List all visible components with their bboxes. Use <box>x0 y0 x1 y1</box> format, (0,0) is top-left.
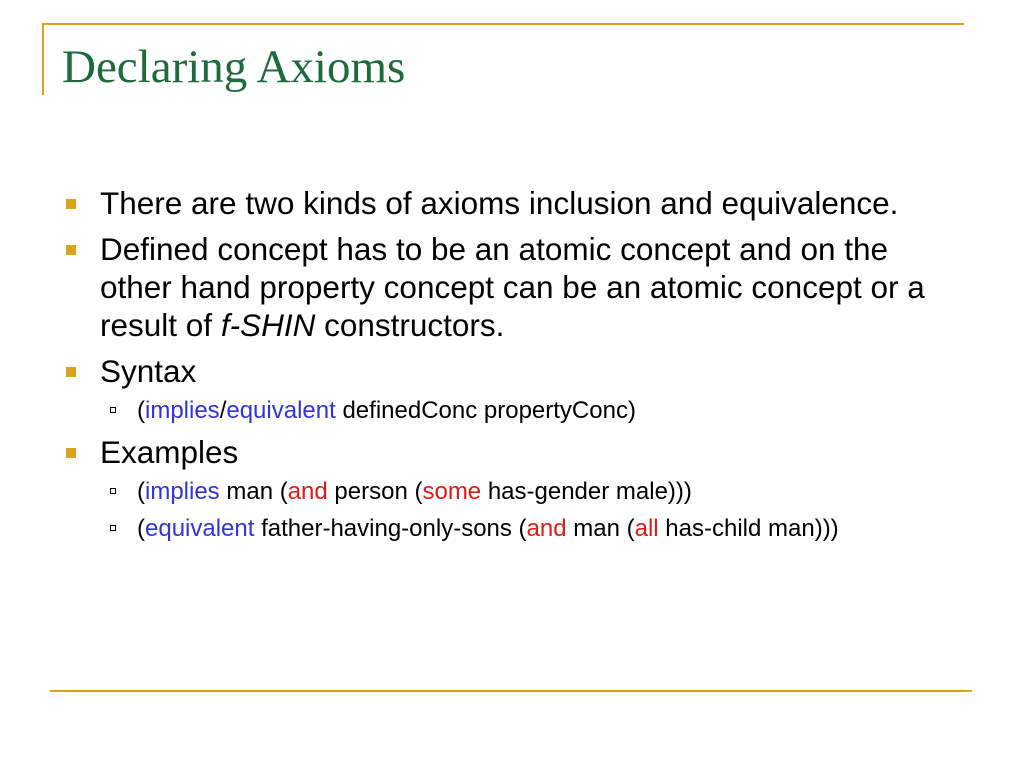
bullet-defined-concept <box>62 230 962 344</box>
frame-bottom-rule <box>50 690 972 692</box>
keyword-and: and <box>287 478 328 505</box>
bullet-text: Examples <box>100 434 239 470</box>
sub-bullet-syntax-form <box>100 396 962 425</box>
frame-left-rule <box>42 23 44 95</box>
example-text: has-child man))) <box>658 515 839 542</box>
example-text: man ( <box>566 515 635 542</box>
square-bullet-icon <box>66 367 76 377</box>
bullet-kinds-of-axioms <box>62 184 962 222</box>
bullet-text: Syntax <box>100 353 197 389</box>
keyword-and: and <box>526 515 567 542</box>
example-open-paren: ( <box>137 478 145 505</box>
syntax-rest: definedConc propertyConc) <box>335 397 636 424</box>
example-open-paren: ( <box>137 515 145 542</box>
example-text: person ( <box>327 478 423 505</box>
hollow-square-bullet-icon <box>110 525 116 531</box>
sub-bullet-example-1 <box>100 477 962 506</box>
keyword-implies: implies <box>145 397 220 424</box>
hollow-square-bullet-icon <box>110 407 116 413</box>
square-bullet-icon <box>66 448 76 458</box>
bullet-text-tail: constructors. <box>315 307 505 343</box>
example-text: father-having-only-sons ( <box>254 515 527 542</box>
syntax-separator: / <box>219 397 227 424</box>
keyword-equivalent: equivalent <box>145 515 255 542</box>
example-text: has-gender male))) <box>481 478 692 505</box>
bullet-text: Defined concept has to be an atomic concept and on the other hand property concept can be an atomic concept or a result of <box>100 231 925 343</box>
keyword-some: some <box>422 478 482 505</box>
hollow-square-bullet-icon <box>110 488 116 494</box>
bullet-italic-term: f-SHIN <box>220 307 316 343</box>
bullet-syntax <box>62 352 962 390</box>
sub-bullet-example-2 <box>100 514 962 543</box>
bullet-text: There are two kinds of axioms inclusion and equivalence. <box>100 185 899 221</box>
slide-body <box>62 184 962 551</box>
square-bullet-icon <box>66 199 76 209</box>
keyword-implies: implies <box>145 478 220 505</box>
bullet-examples <box>62 433 962 471</box>
slide-title: Declaring Axioms <box>62 41 406 93</box>
syntax-open-paren: ( <box>137 397 145 424</box>
keyword-all: all <box>634 515 659 542</box>
square-bullet-icon <box>66 245 76 255</box>
keyword-equivalent: equivalent <box>226 397 336 424</box>
frame-top-rule <box>42 23 964 25</box>
example-text: man ( <box>219 478 288 505</box>
